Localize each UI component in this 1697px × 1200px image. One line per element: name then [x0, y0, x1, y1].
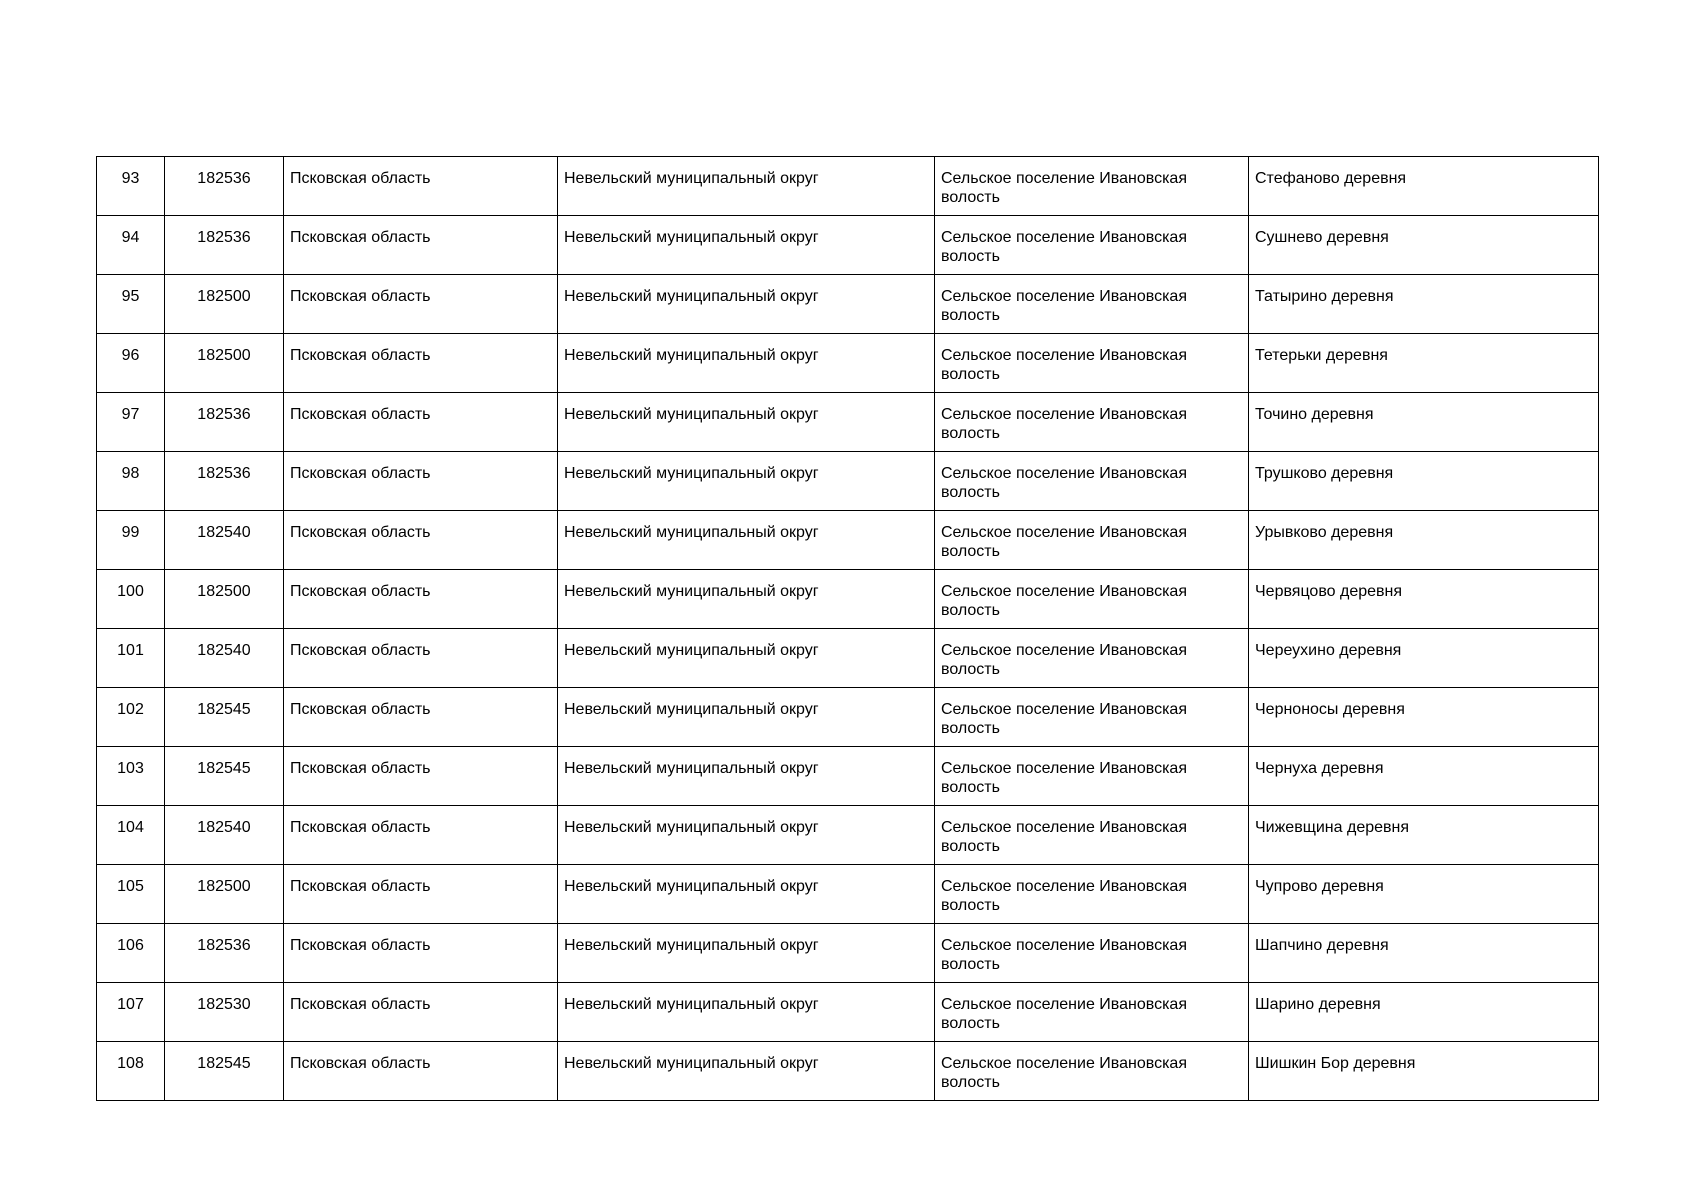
locality-cell: Татырино деревня [1249, 275, 1599, 334]
district-cell: Невельский муниципальный округ [558, 688, 935, 747]
district-cell: Невельский муниципальный округ [558, 157, 935, 216]
settlement-cell: Сельское поселение Ивановская волость [935, 688, 1249, 747]
district-cell: Невельский муниципальный округ [558, 747, 935, 806]
settlement-cell: Сельское поселение Ивановская волость [935, 452, 1249, 511]
table-row [97, 806, 1599, 865]
locality-cell: Шишкин Бор деревня [1249, 1042, 1599, 1101]
postal-code-cell: 182536 [165, 452, 284, 511]
row-number-cell: 95 [97, 275, 165, 334]
row-number-cell: 103 [97, 747, 165, 806]
table-row [97, 629, 1599, 688]
settlement-cell: Сельское поселение Ивановская волость [935, 865, 1249, 924]
postal-code-cell: 182545 [165, 688, 284, 747]
locality-cell: Чупрово деревня [1249, 865, 1599, 924]
row-number-cell: 98 [97, 452, 165, 511]
locality-cell: Тетерьки деревня [1249, 334, 1599, 393]
table-row [97, 216, 1599, 275]
settlement-cell: Сельское поселение Ивановская волость [935, 157, 1249, 216]
settlement-cell: Сельское поселение Ивановская волость [935, 393, 1249, 452]
settlement-cell: Сельское поселение Ивановская волость [935, 1042, 1249, 1101]
postal-code-cell: 182540 [165, 629, 284, 688]
postal-code-cell: 182536 [165, 924, 284, 983]
postal-code-cell: 182536 [165, 393, 284, 452]
row-number-cell: 105 [97, 865, 165, 924]
district-cell: Невельский муниципальный округ [558, 393, 935, 452]
settlements-table [96, 156, 1599, 1101]
table-row [97, 393, 1599, 452]
table-row [97, 983, 1599, 1042]
row-number-cell: 104 [97, 806, 165, 865]
region-cell: Псковская область [284, 924, 558, 983]
district-cell: Невельский муниципальный округ [558, 806, 935, 865]
table-row [97, 688, 1599, 747]
region-cell: Псковская область [284, 157, 558, 216]
table-row [97, 157, 1599, 216]
settlement-cell: Сельское поселение Ивановская волость [935, 629, 1249, 688]
region-cell: Псковская область [284, 570, 558, 629]
district-cell: Невельский муниципальный округ [558, 629, 935, 688]
row-number-cell: 106 [97, 924, 165, 983]
region-cell: Псковская область [284, 747, 558, 806]
district-cell: Невельский муниципальный округ [558, 334, 935, 393]
table-row [97, 924, 1599, 983]
region-cell: Псковская область [284, 1042, 558, 1101]
district-cell: Невельский муниципальный округ [558, 452, 935, 511]
region-cell: Псковская область [284, 983, 558, 1042]
locality-cell: Урывково деревня [1249, 511, 1599, 570]
settlement-cell: Сельское поселение Ивановская волость [935, 806, 1249, 865]
settlement-cell: Сельское поселение Ивановская волость [935, 747, 1249, 806]
region-cell: Псковская область [284, 511, 558, 570]
table-row [97, 747, 1599, 806]
district-cell: Невельский муниципальный округ [558, 275, 935, 334]
settlement-cell: Сельское поселение Ивановская волость [935, 983, 1249, 1042]
locality-cell: Чижевщина деревня [1249, 806, 1599, 865]
postal-code-cell: 182536 [165, 216, 284, 275]
locality-cell: Шапчино деревня [1249, 924, 1599, 983]
region-cell: Псковская область [284, 806, 558, 865]
region-cell: Псковская область [284, 865, 558, 924]
postal-code-cell: 182500 [165, 865, 284, 924]
postal-code-cell: 182530 [165, 983, 284, 1042]
postal-code-cell: 182500 [165, 275, 284, 334]
region-cell: Псковская область [284, 393, 558, 452]
settlement-cell: Сельское поселение Ивановская волость [935, 334, 1249, 393]
row-number-cell: 96 [97, 334, 165, 393]
locality-cell: Сушнево деревня [1249, 216, 1599, 275]
region-cell: Псковская область [284, 334, 558, 393]
region-cell: Псковская область [284, 216, 558, 275]
locality-cell: Черноносы деревня [1249, 688, 1599, 747]
row-number-cell: 108 [97, 1042, 165, 1101]
region-cell: Псковская область [284, 688, 558, 747]
district-cell: Невельский муниципальный округ [558, 924, 935, 983]
settlement-cell: Сельское поселение Ивановская волость [935, 511, 1249, 570]
table-row [97, 865, 1599, 924]
region-cell: Псковская область [284, 275, 558, 334]
region-cell: Псковская область [284, 452, 558, 511]
row-number-cell: 101 [97, 629, 165, 688]
postal-code-cell: 182536 [165, 157, 284, 216]
row-number-cell: 107 [97, 983, 165, 1042]
settlement-cell: Сельское поселение Ивановская волость [935, 216, 1249, 275]
table-row [97, 452, 1599, 511]
district-cell: Невельский муниципальный округ [558, 983, 935, 1042]
locality-cell: Точино деревня [1249, 393, 1599, 452]
row-number-cell: 93 [97, 157, 165, 216]
row-number-cell: 99 [97, 511, 165, 570]
district-cell: Невельский муниципальный округ [558, 1042, 935, 1101]
table-body [97, 157, 1599, 1101]
region-cell: Псковская область [284, 629, 558, 688]
district-cell: Невельский муниципальный округ [558, 216, 935, 275]
row-number-cell: 97 [97, 393, 165, 452]
row-number-cell: 100 [97, 570, 165, 629]
table-row [97, 334, 1599, 393]
locality-cell: Шарино деревня [1249, 983, 1599, 1042]
settlement-cell: Сельское поселение Ивановская волость [935, 570, 1249, 629]
locality-cell: Череухино деревня [1249, 629, 1599, 688]
row-number-cell: 94 [97, 216, 165, 275]
postal-code-cell: 182540 [165, 806, 284, 865]
settlement-cell: Сельское поселение Ивановская волость [935, 924, 1249, 983]
table-row [97, 1042, 1599, 1101]
row-number-cell: 102 [97, 688, 165, 747]
table-row [97, 570, 1599, 629]
table-row [97, 275, 1599, 334]
locality-cell: Трушково деревня [1249, 452, 1599, 511]
district-cell: Невельский муниципальный округ [558, 570, 935, 629]
postal-code-cell: 182545 [165, 747, 284, 806]
locality-cell: Червяцово деревня [1249, 570, 1599, 629]
postal-code-cell: 182540 [165, 511, 284, 570]
settlement-cell: Сельское поселение Ивановская волость [935, 275, 1249, 334]
postal-code-cell: 182545 [165, 1042, 284, 1101]
district-cell: Невельский муниципальный округ [558, 511, 935, 570]
postal-code-cell: 182500 [165, 334, 284, 393]
table-row [97, 511, 1599, 570]
locality-cell: Чернуха деревня [1249, 747, 1599, 806]
postal-code-cell: 182500 [165, 570, 284, 629]
district-cell: Невельский муниципальный округ [558, 865, 935, 924]
locality-cell: Стефаново деревня [1249, 157, 1599, 216]
